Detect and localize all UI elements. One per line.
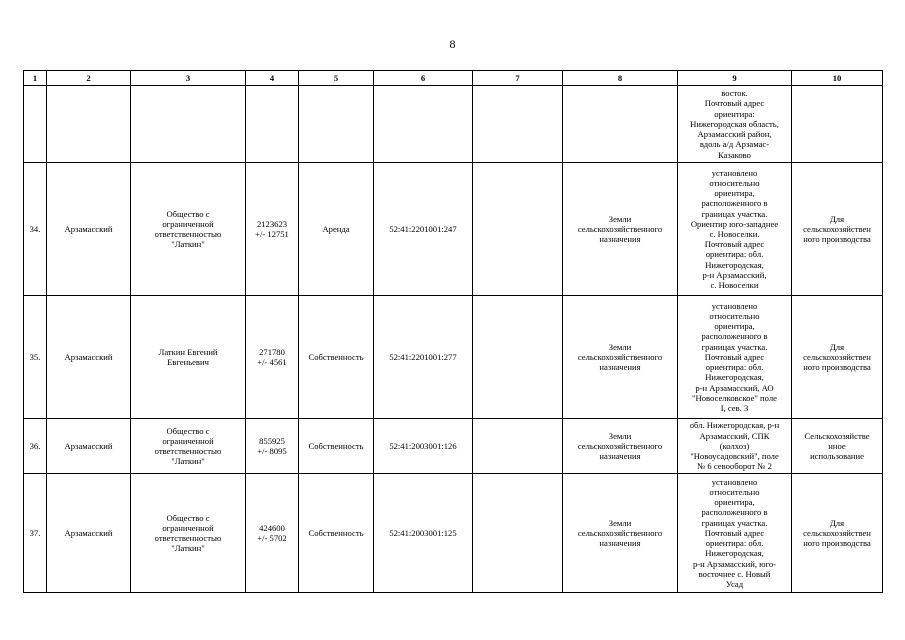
row-number-cell: 34. xyxy=(24,163,47,296)
column-header-3: 3 xyxy=(131,71,246,86)
owner-cell: Общество с ограниченной ответственностью "Латкин" xyxy=(131,419,246,474)
land-category-cell: Земли сельскохозяйственного назначения xyxy=(563,419,678,474)
owner-cell: Общество с ограниченной ответственностью "Латкин" xyxy=(131,474,246,593)
land-register-table xyxy=(23,70,883,593)
empty-cell xyxy=(473,296,563,419)
cadastral-number-cell: 52:41:2201001:247 xyxy=(374,163,473,296)
land-category-cell: Земли сельскохозяйственного назначения xyxy=(563,163,678,296)
empty-cell xyxy=(473,419,563,474)
location-cell: установлено относительно ориентира, расположенного в границах участка. Почтовый адрес ориентира: обл. Нижегородская, р-н Арзамасский, АО "Новоселковское" поле I, сев. 3 xyxy=(678,296,792,419)
table-row-continuation xyxy=(24,86,883,163)
empty-cell xyxy=(473,163,563,296)
district-cell: Арзамасский xyxy=(47,419,131,474)
column-header-4: 4 xyxy=(246,71,299,86)
location-cell: установлено относительно ориентира, расположенного в границах участка. Ориентир юго-западнее с. Новоселки. Почтовый адрес ориентира: обл. Нижегородская, р-н Арзамасский, с. Новоселки xyxy=(678,163,792,296)
column-header-6: 6 xyxy=(374,71,473,86)
area-cell: 424600 +/- 5702 xyxy=(246,474,299,593)
permitted-use-cell: Сельскохозяйстве нное использование xyxy=(792,419,883,474)
owner-cell: Общество с ограниченной ответственностью "Латкин" xyxy=(131,163,246,296)
land-category-cell: Земли сельскохозяйственного назначения xyxy=(563,296,678,419)
location-cell: обл. Нижегородская, р-н Арзамасский, СПК (колхоз) "Новоусадовский", поле № 6 севооборот № 2 xyxy=(678,419,792,474)
permitted-use-cell: Для сельскохозяйствен ного производства xyxy=(792,163,883,296)
cadastral-number-cell: 52:41:2003001:126 xyxy=(374,419,473,474)
land-category-cell: Земли сельскохозяйственного назначения xyxy=(563,474,678,593)
column-header-2: 2 xyxy=(47,71,131,86)
right-type-cell: Собственность xyxy=(299,296,374,419)
page-number: 8 xyxy=(449,37,456,51)
column-header-7: 7 xyxy=(473,71,563,86)
location-cell: установлено относительно ориентира, расположенного в границах участка. Почтовый адрес ориентира: обл. Нижегородская, р-н Арзамасский, юго- восточнее с. Новый Усад xyxy=(678,474,792,593)
table-row xyxy=(24,474,883,593)
column-header-8: 8 xyxy=(563,71,678,86)
right-type-cell: Аренда xyxy=(299,163,374,296)
permitted-use-cell: Для сельскохозяйствен ного производства xyxy=(792,474,883,593)
district-cell: Арзамасский xyxy=(47,474,131,593)
area-cell: 2123623 +/- 12751 xyxy=(246,163,299,296)
column-header-1: 1 xyxy=(24,71,47,86)
area-cell: 271780 +/- 4561 xyxy=(246,296,299,419)
location-cell: восток. Почтовый адрес ориентира: Нижегородская область, Арзамасский район, вдоль а/д Арзамас- Казаково xyxy=(678,86,792,163)
table-row xyxy=(24,296,883,419)
column-header-5: 5 xyxy=(299,71,374,86)
row-number-cell: 35. xyxy=(24,296,47,419)
right-type-cell: Собственность xyxy=(299,419,374,474)
owner-cell: Латкин Евгений Евгеньевич xyxy=(131,296,246,419)
row-number-cell: 36. xyxy=(24,419,47,474)
column-header-10: 10 xyxy=(792,71,883,86)
row-number-cell: 37. xyxy=(24,474,47,593)
district-cell: Арзамасский xyxy=(47,296,131,419)
table-row xyxy=(24,419,883,474)
empty-cell xyxy=(473,474,563,593)
district-cell: Арзамасский xyxy=(47,163,131,296)
cadastral-number-cell: 52:41:2201001:277 xyxy=(374,296,473,419)
area-cell: 855925 +/- 8095 xyxy=(246,419,299,474)
table-row xyxy=(24,163,883,296)
header-row xyxy=(24,71,883,86)
right-type-cell: Собственность xyxy=(299,474,374,593)
column-header-9: 9 xyxy=(678,71,792,86)
permitted-use-cell: Для сельскохозяйствен ного производства xyxy=(792,296,883,419)
cadastral-number-cell: 52:41:2003001:125 xyxy=(374,474,473,593)
